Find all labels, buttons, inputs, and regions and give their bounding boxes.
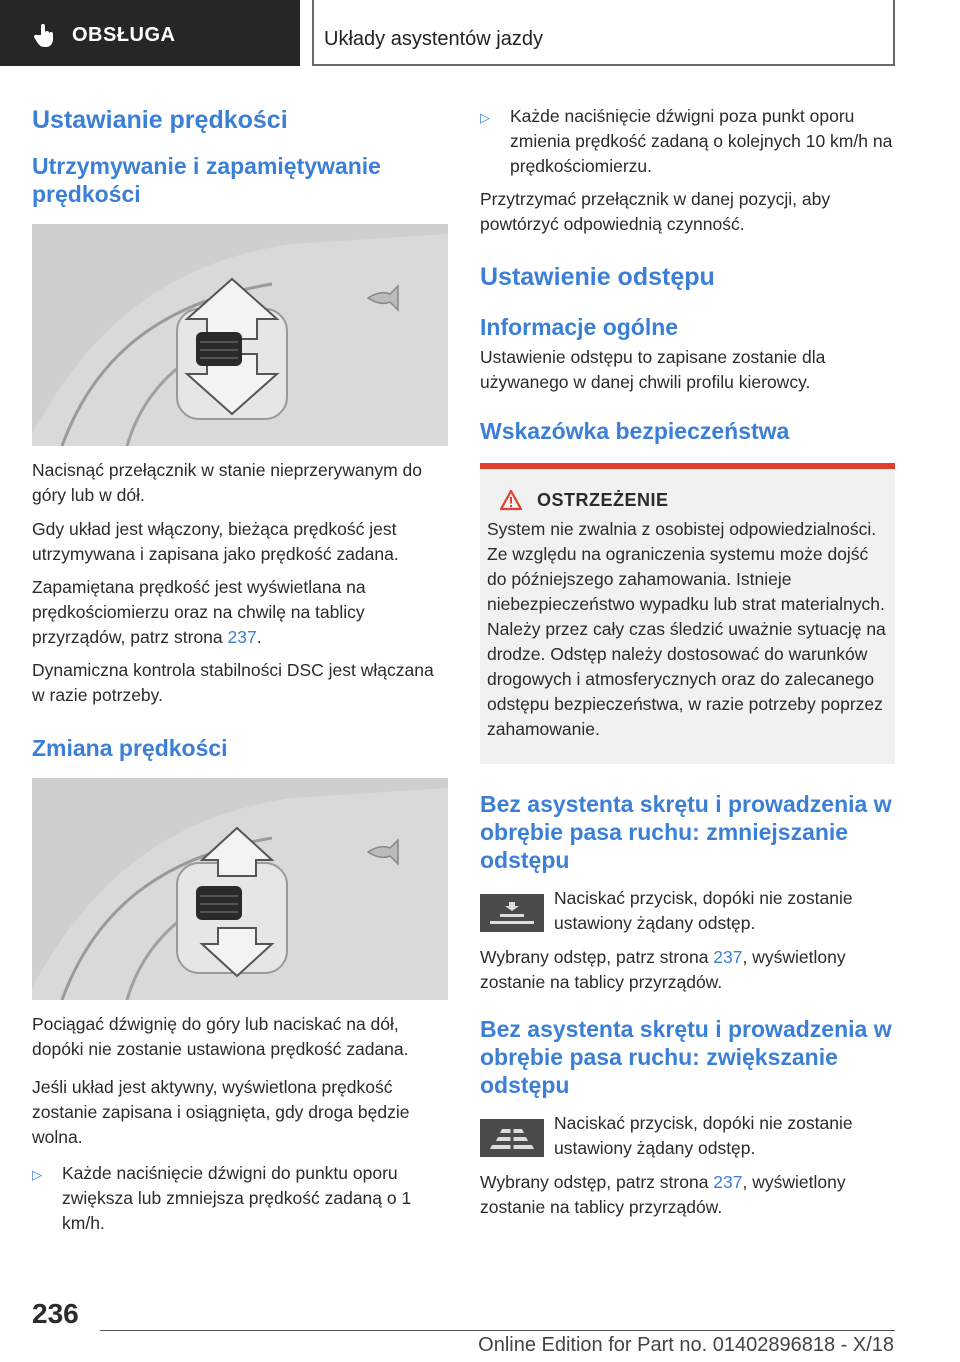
heading-speed-setting: Ustawianie prędkości [32, 106, 288, 134]
bullet-triangle-icon: ▷ [480, 110, 490, 125]
chapter-title: Układy asystentów jazdy [324, 28, 543, 50]
heading-general-info: Informacje ogólne [480, 314, 679, 340]
text: . [256, 627, 262, 647]
decrease-button-row [480, 886, 895, 936]
paragraph-selected-distance [480, 945, 895, 995]
warning-triangle-icon [499, 489, 523, 511]
paragraph-dsc: Dynamiczna kontrola stabilności DSC jest włączana w razie potrzeby. [32, 660, 434, 705]
header-underline [312, 64, 895, 66]
bullet-text: Każde naciśnięcie dźwigni do punktu oporu zwiększa lub zmniejsza prędkość zadaną o 1 km/h. [62, 1163, 412, 1233]
paragraph-active: Gdy układ jest włączony, bieżąca prędkość jest utrzymywana i zapisana jako prędkość zadana. [32, 519, 399, 564]
steering-wheel-illustration [32, 224, 448, 446]
edition-note: Online Edition for Part no. 01402896818 - X/18 [478, 1334, 894, 1356]
warning-title: OSTRZEŻENIE [537, 489, 669, 510]
heading-increase-distance: Bez asystenta skrętu i prowadzenia w obrębie pasa ruchu: zwiększanie odstępu [480, 1016, 892, 1098]
section-label: OBSŁUGA [72, 23, 176, 46]
page-link-237[interactable]: 237 [713, 947, 743, 967]
heading-safety: Wskazówka bezpieczeństwa [480, 418, 790, 444]
header-divider [893, 0, 895, 66]
warning-text: System nie zwalnia z osobistej odpowiedzialności. Ze względu na ograniczenia systemu może dojść do późniejszego zahamowania. Istnieje niebezpieczeństwo wypadku lub strat materialnych. Należy przez cały czas śledzić uważnie sytuację na drodze. Odstęp należy dostosować do warunków drogowych i atmosferycznych oraz do zalecanego odstępu bezpieczeństwa, w razie potrzeby poprzez zahamowanie. [487, 519, 886, 739]
warning-box [480, 463, 895, 764]
heading-distance-setting: Ustawienie odstępu [480, 263, 715, 291]
paragraph-info: Ustawienie odstępu to zapisane zostanie dla używanego w danej chwili profilu kierowcy. [480, 347, 826, 392]
heading-decrease-distance: Bez asystenta skrętu i prowadzenia w obrębie pasa ruchu: zmniejszanie odstępu [480, 791, 892, 873]
paragraph-pull-lever: Pociągać dźwignię do góry lub naciskać na dół, dopóki nie zostanie ustawiona prędkość zadana. [32, 1014, 409, 1059]
header-section-tab[interactable] [0, 0, 300, 66]
paragraph-saved-speed [32, 575, 448, 650]
distance-increase-icon [480, 1119, 544, 1157]
footer-rule [100, 1330, 895, 1331]
page-link-237[interactable]: 237 [227, 627, 257, 647]
text: Wybrany odstęp, patrz strona [480, 1172, 714, 1192]
bullet-text: Każde naciśnięcie dźwigni poza punkt oporu zmienia prędkość zadaną o kolejnych 10 km/h na prędkościomierzu. [510, 106, 893, 176]
paragraph-hold-switch: Przytrzymać przełącznik w danej pozycji, aby powtórzyć odpowiednią czynność. [480, 189, 831, 234]
steering-wheel-illustration [32, 778, 448, 1000]
text: Zapamiętana prędkość jest wyświetlana na prędkościomierzu oraz na chwilę na tablicy przyrządów, patrz strona [32, 577, 366, 647]
bullet-triangle-icon: ▷ [32, 1167, 42, 1182]
left-column [32, 100, 448, 1236]
increase-button-row [480, 1111, 895, 1161]
paragraph-press-switch: Nacisnąć przełącznik w stanie nieprzerywanym do góry lub w dół. [32, 460, 423, 505]
paragraph-if-active: Jeśli układ jest aktywny, wyświetlona prędkość zostanie zapisana i osiągnięta, gdy droga będzie wolna. [32, 1077, 410, 1147]
text: , wyświetlony zostanie na tablicy przyrządów. [480, 947, 846, 992]
list-item [32, 1161, 448, 1236]
text: , wyświetlony zostanie na tablicy przyrządów. [480, 1172, 846, 1217]
paragraph-selected-distance [480, 1170, 895, 1220]
right-column [480, 104, 895, 1220]
paragraph-press-decrease: Naciskać przycisk, dopóki nie zostanie ustawiony żądany odstęp. [554, 888, 853, 933]
distance-decrease-icon [480, 894, 544, 932]
paragraph-press-increase: Naciskać przycisk, dopóki nie zostanie ustawiony żądany odstęp. [554, 1113, 853, 1158]
text: Wybrany odstęp, patrz strona [480, 947, 714, 967]
list-item [480, 104, 895, 179]
page-link-237[interactable]: 237 [713, 1172, 743, 1192]
page-number: 236 [32, 1298, 79, 1329]
heading-change-speed: Zmiana prędkości [32, 735, 228, 761]
header-divider [312, 0, 314, 66]
heading-hold-speed: Utrzymywanie i zapamiętywanie prędkości [32, 153, 381, 207]
hand-pointer-icon [32, 22, 58, 48]
